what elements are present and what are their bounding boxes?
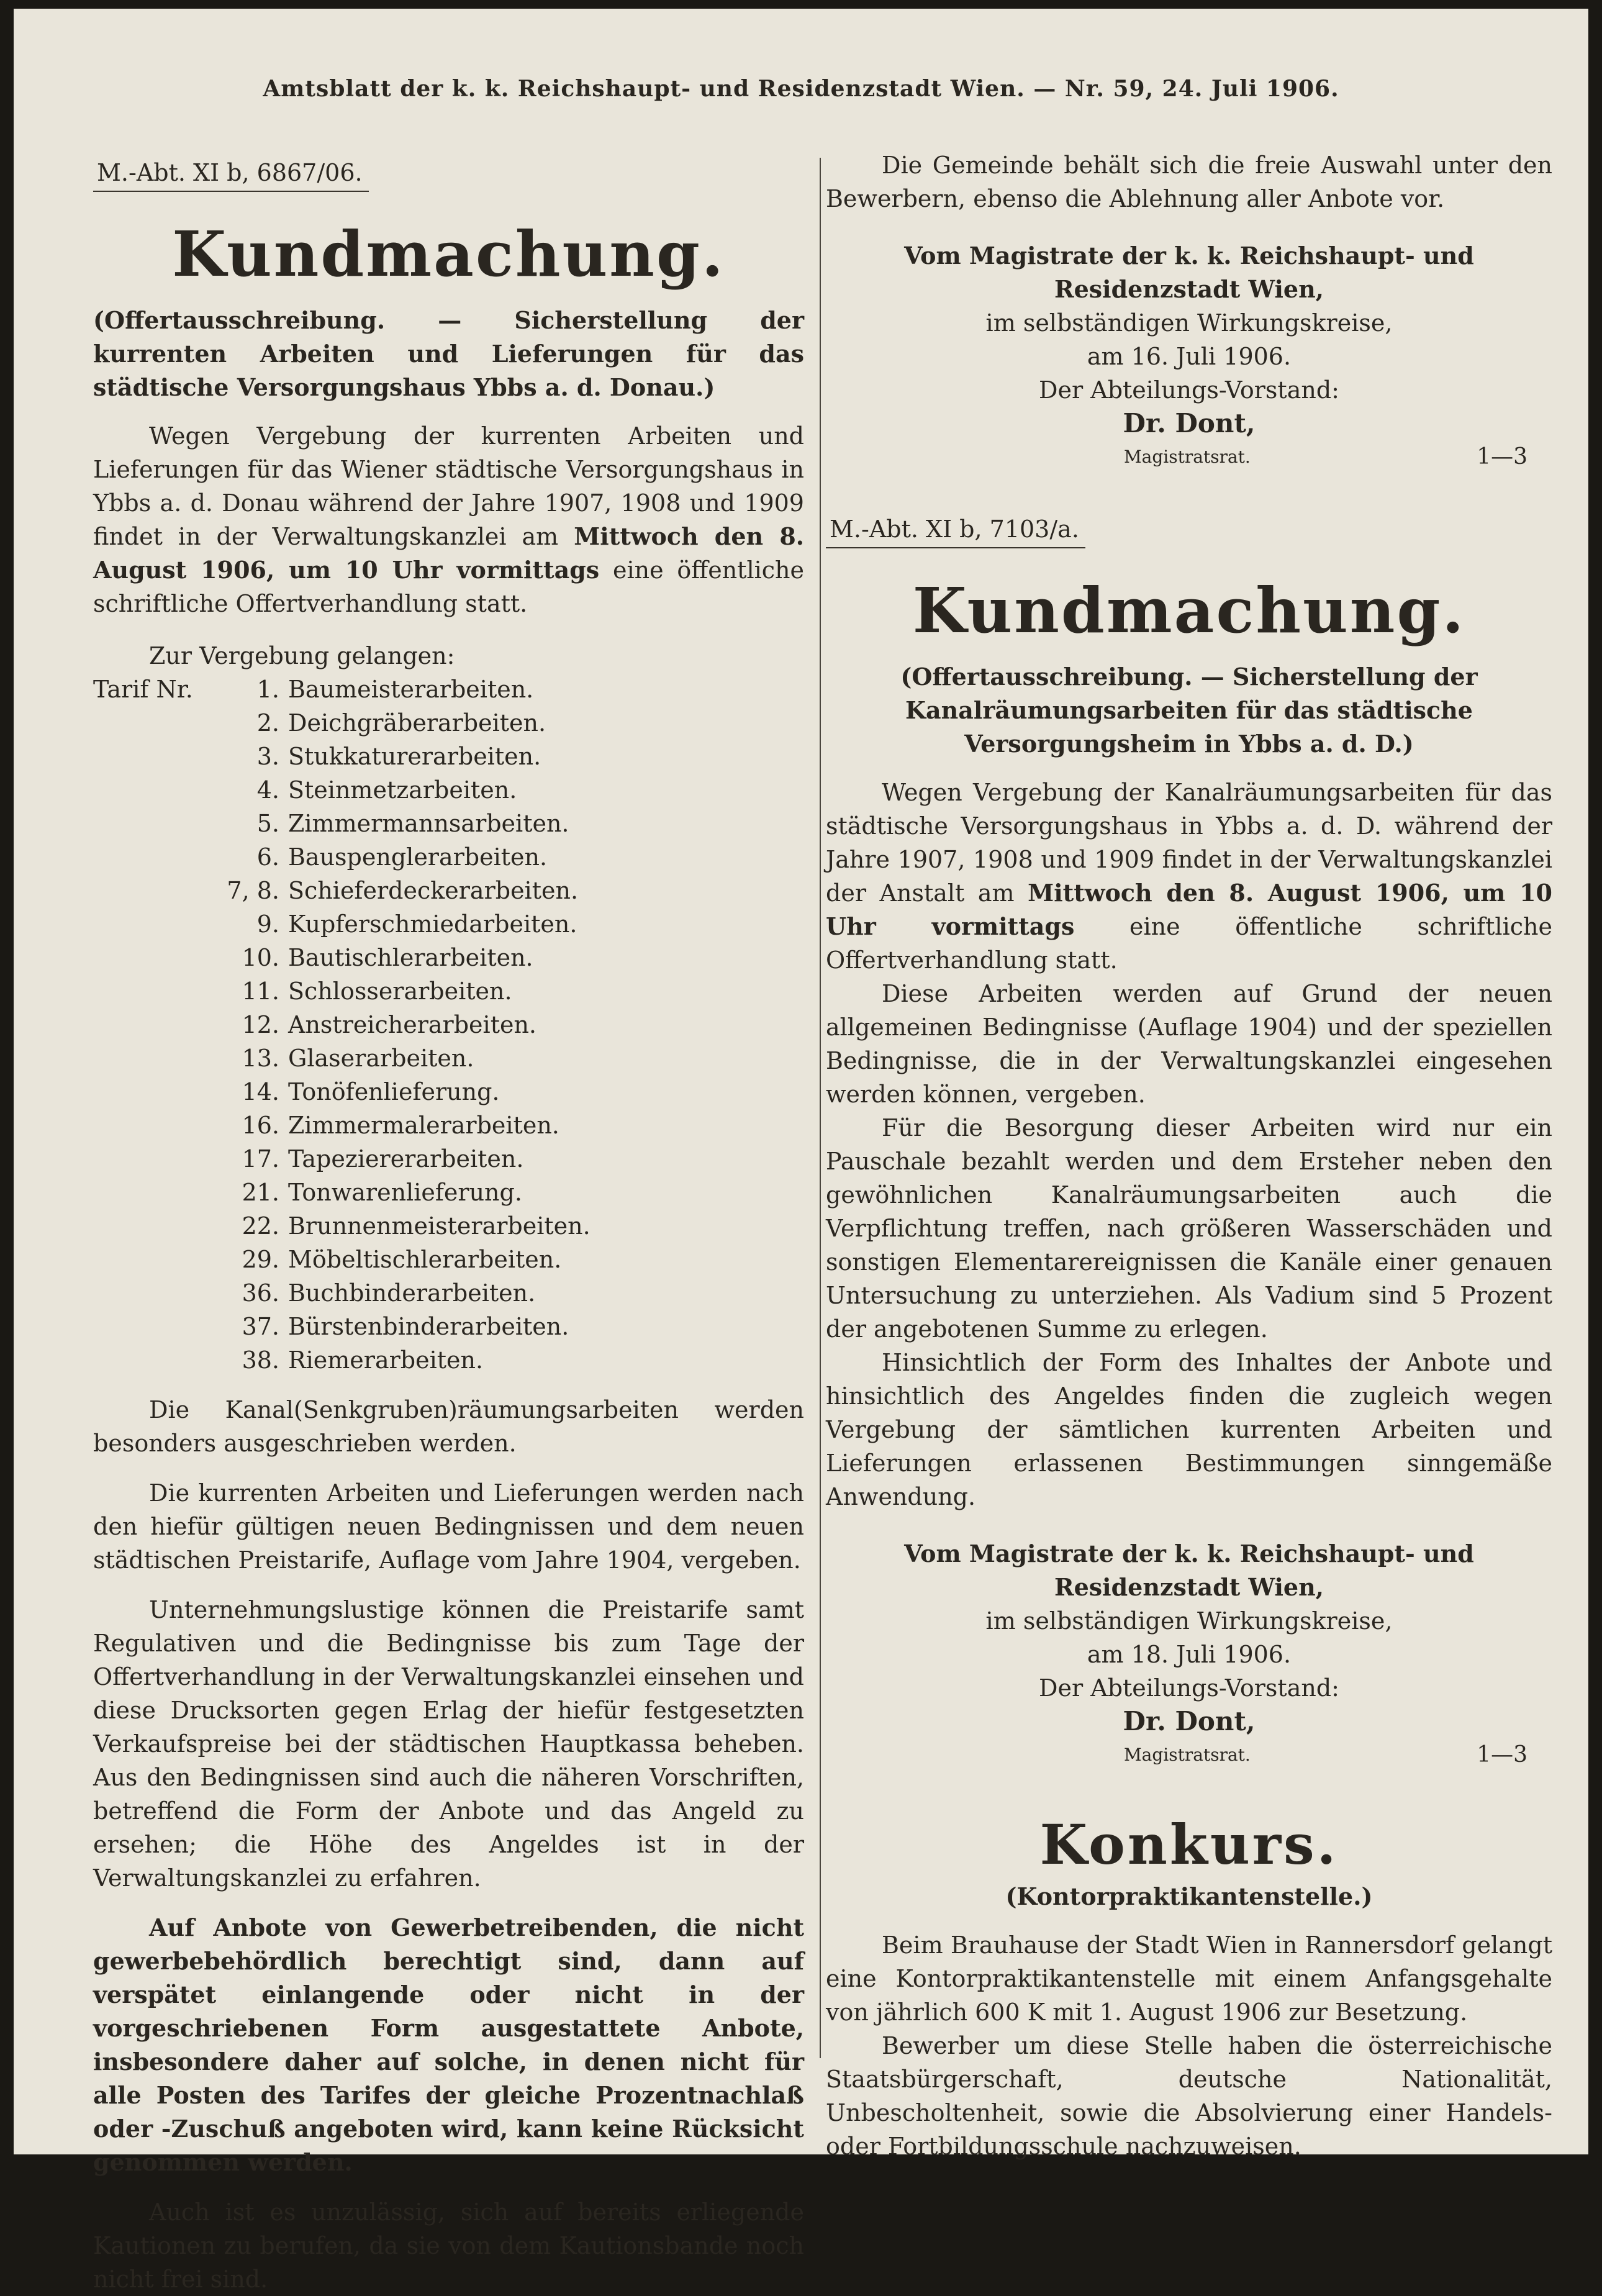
tarif-name: Tonöfenlieferung. (288, 1078, 500, 1105)
signature-date: am 18. Juli 1906. (1087, 1641, 1292, 1668)
reference-number: M.-Abt. XI b, 7103/a. (826, 512, 1085, 548)
tarif-label (93, 1041, 211, 1075)
paragraph: Diese Arbeiten werden auf Grund der neuen allgemeinen Bedingnisse (Auflage 1904) und der speziellen Bedingnisse, die in der Verwaltungskanzlei eingesehen werden können, vergeben. (826, 980, 1552, 1108)
tarif-name: Bauspenglerarbeiten. (288, 843, 548, 871)
tarif-number: 22. (242, 1212, 279, 1240)
signature-rank-row (826, 440, 1552, 474)
tarif-item (93, 807, 804, 840)
paragraph: Für die Besorgung dieser Arbeiten wird nur ein Pauschale bezahlt werden und dem Ersteher neben den gewöhnlichen Kanalräumungsarbeiten auch die Verpflichtung treffen, nach größeren Wasserschäden und sonstigen Elementarereignissen die Kanäle einer genauen Untersuchung zu unterziehen. Als Vadium sind 5 Prozent der angebotenen Summe zu erlegen. (826, 1114, 1552, 1343)
tarif-item (93, 1176, 804, 1209)
tarif-name: Kupferschmiedarbeiten. (288, 910, 577, 938)
announcement-subtitle: (Offertausschreibung. — Sicherstellung der kurrenten Arbeiten und Lieferungen für das städtische Versorgungshaus Ybbs a. d. Donau.) (93, 306, 804, 401)
tarif-item (93, 840, 804, 874)
signature-scope: im selbständigen Wirkungskreise, (985, 309, 1393, 337)
column-divider (820, 158, 821, 2058)
signature-role: Der Abteilungs-Vorstand: (1039, 1674, 1339, 1702)
tarif-item (93, 1243, 804, 1276)
newspaper-page (14, 9, 1588, 2293)
tarif-item (93, 974, 804, 1008)
signature-role: Der Abteilungs-Vorstand: (1039, 376, 1339, 404)
tarif-number: 37. (242, 1313, 279, 1340)
tarif-number: 36. (242, 1279, 279, 1307)
tarif-number: 3. (256, 743, 279, 770)
tarif-label: Tarif Nr. (93, 676, 193, 703)
tarif-item (93, 1209, 804, 1243)
signature-name: Dr. Dont, (1123, 408, 1256, 438)
tarif-number: 6. (256, 843, 279, 871)
tarif-number: 2. (256, 709, 279, 737)
reference-number: M.-Abt. XI b, 6867/06. (93, 156, 369, 192)
tarif-item (93, 941, 804, 974)
tarif-number: 17. (242, 1145, 279, 1173)
tarif-item (93, 1041, 804, 1075)
signature-rank: Magistratsrat. (1124, 1745, 1251, 1765)
konkurs-title: Konkurs. (1039, 1812, 1339, 1877)
announcement-subtitle: (Offertausschreibung. — Sicherstellung der Kanalräumungsarbeiten für das städtische Versorgungsheim in Ybbs a. d. D.) (900, 663, 1478, 758)
tarif-name: Tonwarenlieferung. (288, 1179, 522, 1206)
tarif-number: 14. (242, 1078, 279, 1105)
tarif-list (93, 673, 804, 1377)
tarif-name: Glaserarbeiten. (288, 1045, 474, 1072)
tarif-name: Stukkaturerarbeiten. (288, 743, 541, 770)
tarif-number: 21. (242, 1179, 279, 1206)
tarif-number: 9. (256, 910, 279, 938)
publication-count: 1—3 (1477, 1742, 1527, 1767)
paragraph: Bewerber um diese Stelle haben die österreichische Staatsbürgerschaft, deutsche Nationalität, Unbescholtenheit, sowie die Absolvierung einer Handels- oder Fortbildungsschule nachzuweisen. (826, 2032, 1552, 2160)
paragraph: Die Kanal(Senkgruben)räumungsarbeiten werden besonders ausgeschrieben werden. (93, 1396, 804, 1457)
tarif-label (93, 1243, 211, 1276)
tarif-name: Bautischlerarbeiten. (288, 944, 533, 971)
paragraph: Wegen Vergebung der kurrenten Arbeiten und Lieferungen für das Wiener städtische Versorgungshaus in Ybbs a. d. Donau während der Jahre 1907, 1908 und 1909 findet in der Verwaltungskanzlei am Mittwoch den 8. August 1906, um 10 Uhr vormittags eine öffentliche schriftliche Offertverhandlung statt. (93, 422, 805, 617)
tarif-item (93, 1109, 804, 1142)
announcement-title: Kundmachung. (912, 574, 1466, 647)
tarif-item (93, 1276, 804, 1310)
tarif-name: Steinmetzarbeiten. (288, 776, 517, 804)
tarif-number: 38. (242, 1346, 279, 1374)
tarif-item (93, 1075, 804, 1109)
tarif-number: 11. (242, 978, 279, 1005)
tarif-name: Schieferdeckerarbeiten. (288, 877, 579, 904)
tarif-name: Schlosserarbeiten. (288, 978, 512, 1005)
tarif-label (93, 874, 211, 907)
tarif-name: Brunnenmeisterarbeiten. (288, 1212, 591, 1240)
paragraph-bold: Auf Anbote von Gewerbetreibenden, die nicht gewerbebehördlich berechtigt sind, dann auf verspätet einlangende oder nicht in der vorgeschriebenen Form ausgestattete Anbote, insbesondere daher auf solche, in denen nicht für alle Posten des Tarifes der gleiche Prozentnachlaß oder -Zuschuß angeboten wird, kann keine Rücksicht genommen werden. (93, 1913, 804, 2176)
tarif-name: Bürstenbinderarbeiten. (288, 1313, 569, 1340)
signature-scope: im selbständigen Wirkungskreise, (985, 1607, 1393, 1635)
publication-count: 1—3 (1477, 444, 1527, 470)
tarif-name: Baumeisterarbeiten. (288, 676, 534, 703)
tarif-item (93, 1008, 804, 1041)
paragraph: Beim Brauhause der Stadt Wien in Rannersdorf gelangt eine Kontorpraktikantenstelle mit einem Anfangsgehalte von jährlich 600 K mit 1. August 1906 zur Besetzung. (826, 1931, 1552, 2026)
konkurs-subtitle: (Kontorpraktikantenstelle.) (1005, 1882, 1373, 1910)
tarif-label (93, 1276, 211, 1310)
tarif-label (93, 1008, 211, 1041)
paragraph: Auch ist es unzulässig, sich auf bereits erliegende Kautionen zu berufen, da sie von dem Kautionsbande noch nicht frei sind. (93, 2198, 804, 2293)
signature-rank-row (826, 1738, 1552, 1772)
tarif-name: Buchbinderarbeiten. (288, 1279, 536, 1307)
tarif-label (93, 807, 211, 840)
tarif-number: 4. (256, 776, 279, 804)
tarif-label (93, 1142, 211, 1176)
tarif-intro: Zur Vergebung gelangen: (149, 642, 455, 669)
tarif-label (93, 1209, 211, 1243)
tarif-label (93, 740, 211, 773)
tarif-item (93, 1343, 804, 1377)
tarif-number: 1. (256, 676, 279, 703)
tarif-label (93, 1109, 211, 1142)
tarif-label (93, 941, 211, 974)
tarif-label (93, 1075, 211, 1109)
tarif-item (93, 706, 804, 740)
paragraph: Unternehmungslustige können die Preistarife samt Regulativen und die Bedingnisse bis zum Tage der Offertverhandlung in der Verwaltungskanzlei einsehen und diese Drucksorten gegen Erlag der hiefür festgesetzten Verkaufspreise bei der städtischen Hauptkassa beheben. Aus den Bedingnissen sind auch die näheren Vorschriften, betreffend die Form der Anbote und das Angeld zu ersehen; die Höhe des Angeldes ist in der Verwaltungskanzlei zu erfahren. (93, 1596, 804, 1892)
tarif-number: 7, 8. (227, 877, 279, 904)
page-header: Amtsblatt der k. k. Reichshaupt- und Residenzstadt Wien. — Nr. 59, 24. Juli 1906. (263, 76, 1339, 102)
signature-from: Vom Magistrate der k. k. Reichshaupt- und Residenzstadt Wien, (904, 1540, 1474, 1601)
left-column (93, 148, 804, 2296)
tarif-name: Möbeltischlerarbeiten. (288, 1246, 562, 1273)
signature-from: Vom Magistrate der k. k. Reichshaupt- und Residenzstadt Wien, (904, 242, 1474, 303)
tarif-label (93, 907, 211, 941)
tarif-item (93, 740, 804, 773)
signature-date: am 16. Juli 1906. (1087, 343, 1292, 370)
tarif-label (93, 773, 211, 807)
paragraph: Hinsichtlich der Form des Inhaltes der Anbote und hinsichtlich des Angeldes finden die zugleich wegen Vergebung der sämtlichen kurrenten Arbeiten und Lieferungen erlassenen Bestimmungen sinngemäße Anwendung. (826, 1349, 1552, 1510)
tarif-name: Tapeziererarbeiten. (288, 1145, 524, 1173)
tarif-name: Anstreicherarbeiten. (288, 1011, 537, 1038)
tarif-item (93, 773, 804, 807)
tarif-number: 12. (242, 1011, 279, 1038)
announcement-title: Kundmachung. (172, 217, 725, 291)
tarif-item (93, 673, 804, 706)
tarif-item (93, 1142, 804, 1176)
tarif-label (93, 840, 211, 874)
paragraph: Die kurrenten Arbeiten und Lieferungen werden nach den hiefür gültigen neuen Bedingnissen und dem neuen städtischen Preistarife, Auflage vom Jahre 1904, vergeben. (93, 1479, 804, 1574)
tarif-number: 5. (256, 810, 279, 837)
right-column (826, 148, 1552, 2163)
paragraph: Die Gemeinde behält sich die freie Auswahl unter den Bewerbern, ebenso die Ablehnung aller Anbote vor. (826, 152, 1552, 212)
paragraph: Wegen Vergebung der Kanalräumungsarbeiten für das städtische Versorgungshaus in Ybbs a. d. D. während der Jahre 1907, 1908 und 1909 findet in der Verwaltungskanzlei der Anstalt am Mittwoch den 8. August 1906, um 10 Uhr vormittags eine öffentliche schriftliche Offertverhandlung statt. (826, 779, 1552, 974)
tarif-label (93, 974, 211, 1008)
signature-rank: Magistratsrat. (1124, 447, 1251, 467)
tarif-name: Deichgräberarbeiten. (288, 709, 546, 737)
tarif-name: Riemerarbeiten. (288, 1346, 484, 1374)
tarif-number: 29. (242, 1246, 279, 1273)
tarif-label (93, 1176, 211, 1209)
tarif-number: 13. (242, 1045, 279, 1072)
tarif-item (93, 907, 804, 941)
signature-name: Dr. Dont, (1123, 1706, 1256, 1736)
tarif-number: 16. (242, 1112, 279, 1139)
tarif-label (93, 706, 211, 740)
tarif-name: Zimmermannsarbeiten. (288, 810, 569, 837)
tarif-label (93, 1343, 211, 1377)
tarif-label (93, 1310, 211, 1343)
tarif-item (93, 874, 804, 907)
tarif-item (93, 1310, 804, 1343)
tarif-name: Zimmermalerarbeiten. (288, 1112, 559, 1139)
tarif-number: 10. (242, 944, 279, 971)
